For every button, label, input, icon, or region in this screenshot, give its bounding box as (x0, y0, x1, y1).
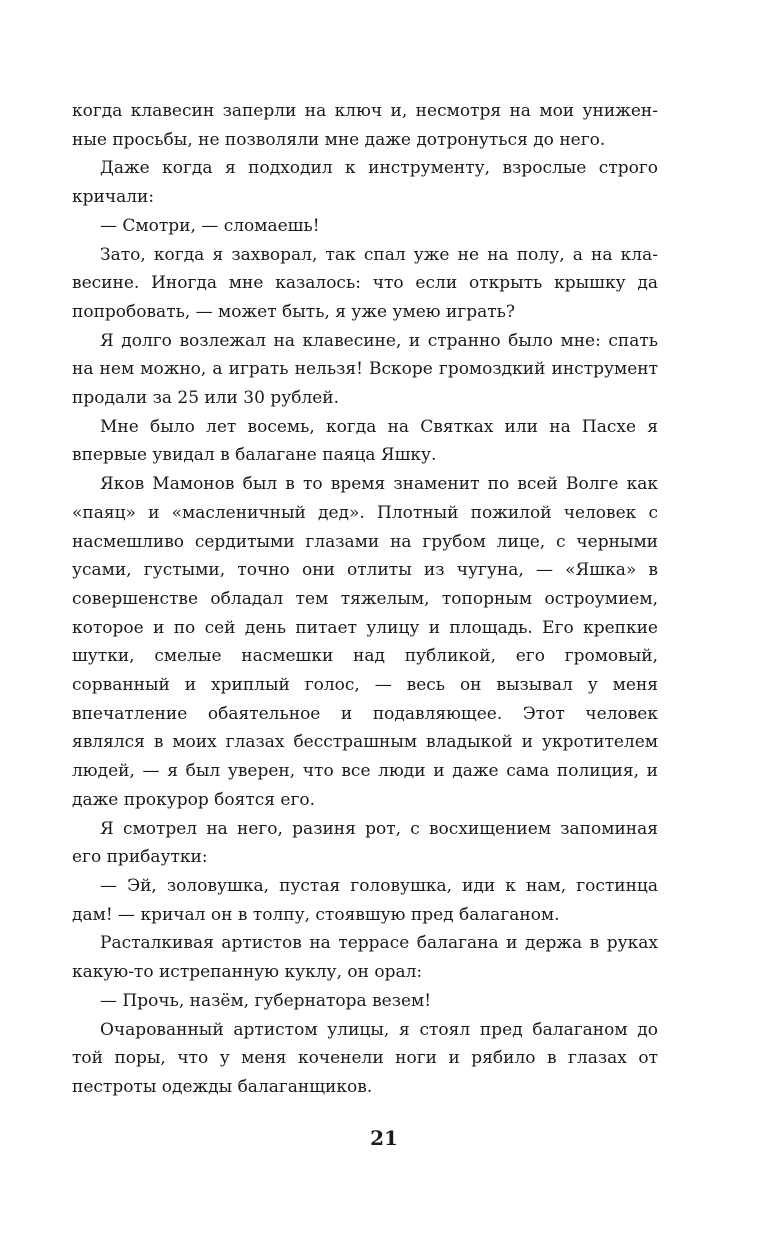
paragraph-7: Яков Мамонов был в то время знаменит по всей Волге как «паяц» и «масленичный дед». Плотный пожилой человек с насмешливо сердитыми глазами на грубом лице, с черными усами, густыми, точно они отлиты из чугуна, — «Яшка» в совершенстве обладал тем тяжелым, топорным остроумием, которое и по сей день питает улицу и площадь. Его крепкие шутки, смелые насмешки над публикой, его громовый, сорванный и хриплый голос, — весь он вызывал у меня впечатление обаятельное и подавляющее. Этот человек являлся в моих глазах бесстрашным владыкой и укротителем людей, — я был уверен, что все люди и даже сама полиция, и даже прокурор боятся его. (72, 474, 658, 810)
page-number: 21 (370, 1126, 398, 1150)
paragraph-11: — Прочь, назём, губернатора везем! (100, 990, 432, 1011)
paragraph-5: Я долго возлежал на клавесине, и странно было мне: спать на нем можно, а играть нельзя! Вскоре громоздкий инструмент продали за 25 или 30 рублей. (72, 330, 658, 409)
paragraph-4: Зато, когда я захворал, так спал уже не на полу, а на клавесине. Иногда мне казалось: что если открыть крышку да попробовать, — может быть, я уже умею играть? (72, 244, 658, 322)
paragraph-8: Я смотрел на него, разиня рот, с восхищением запоминая его прибаутки: (72, 818, 658, 868)
paragraph-9: — Эй, золовушка, пустая головушка, иди к нам, гостинца дам! — кричал он в толпу, стоявшую пред балаганом. (72, 875, 658, 925)
paragraph-6: Мне было лет восемь, когда на Святках или на Пасхе я впервые увидал в балагане паяца Яшку. (72, 416, 658, 466)
paragraph-3: — Смотри, — сломаешь! (100, 215, 320, 236)
paragraph-12: Очарованный артистом улицы, я стоял пред балаганом до той поры, что у меня коченели ноги и рябило в глазах от пестроты одежды балаганщиков. (72, 1019, 658, 1097)
paragraph-10: Расталкивая артистов на террасе балагана и держа в руках какую-то истрепанную куклу, он орал: (72, 933, 658, 983)
paragraph-2: Даже когда я подходил к инструменту, взрослые строго кричали: (72, 158, 658, 208)
body-text (72, 97, 658, 1102)
paragraph-1: когда клавесин заперли на ключ и, несмотря на мои униженные просьбы, не позволяли мне даже дотронуться до него. (72, 101, 658, 150)
